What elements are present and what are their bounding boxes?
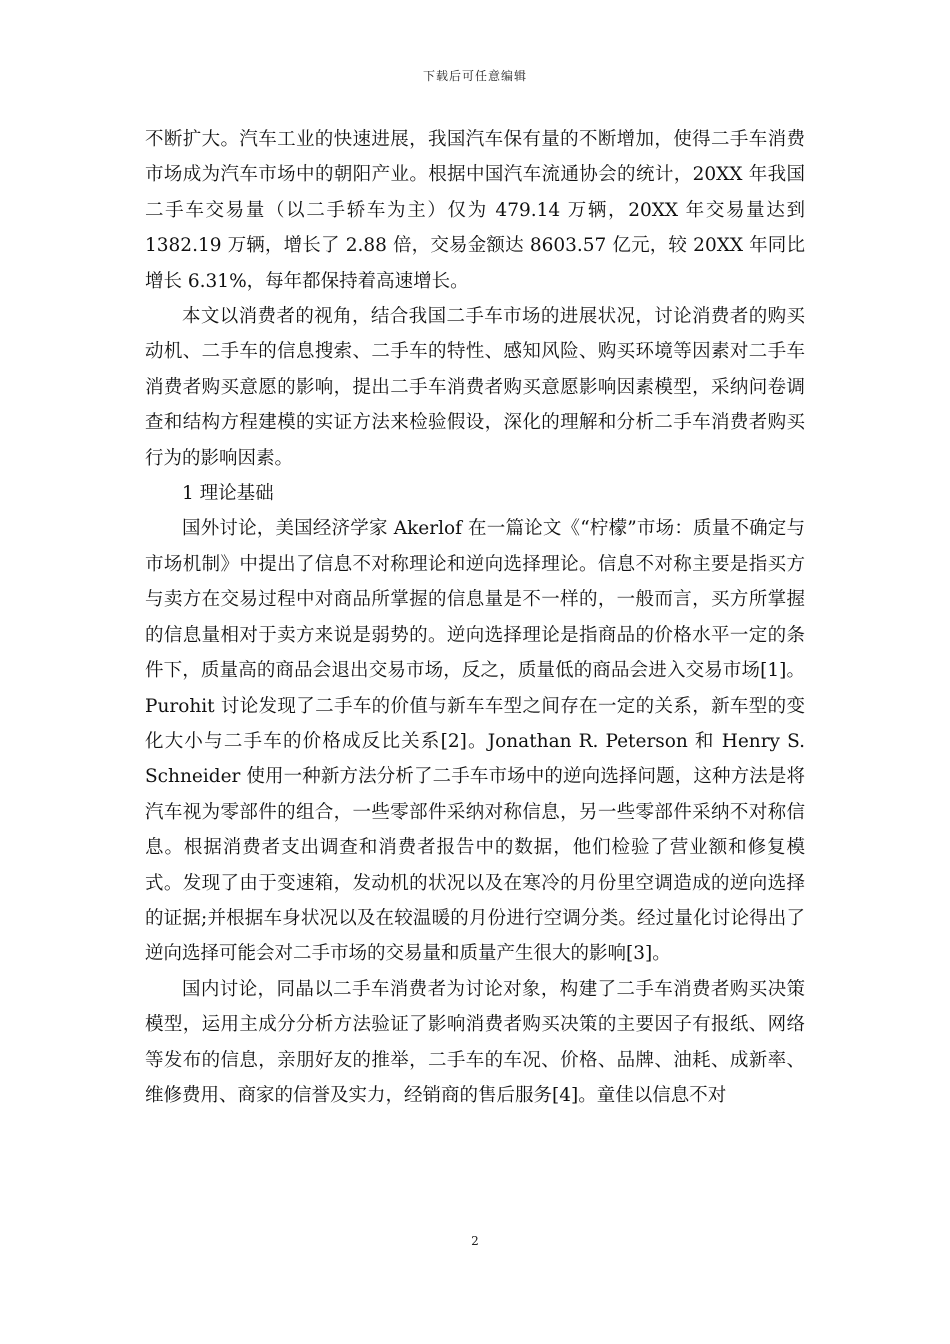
paragraph-study-purpose: 本文以消费者的视角，结合我国二手车市场的进展状况，讨论消费者的购买动机、二手车的信息搜索、二手车的特性、感知风险、购买环境等因素对二手车消费者购买意愿的影响，提出二手车消费者购买意愿影响因素模型，采纳问卷调查和结构方程建模的实证方法来检验假设，深化的理解和分析二手车消费者购买行为的影响因素。 <box>145 306 805 469</box>
paragraph-domestic-research: 国内讨论，同晶以二手车消费者为讨论对象，构建了二手车消费者购买决策模型，运用主成分分析方法验证了影响消费者购买决策的主要因子有报纸、网络等发布的信息，亲朋好友的推举，二手车的车况、价格、品牌、油耗、成新率、维修费用、商家的信誉及实力，经销商的售后服务[4]。童佳以信息不对 <box>145 978 805 1106</box>
paragraph-market-growth: 不断扩大。汽车工业的快速进展，我国汽车保有量的不断增加，使得二手车消费市场成为汽车市场中的朝阳产业。根据中国汽车流通协会的统计，20XX 年我国二手车交易量（以二手轿车为主）仅为 479.14 万辆，20XX 年交易量达到 1382.19 万辆，增长了 2.88 倍，交易金额达 8603.57 亿元，较 20XX 年同比增长 6.31%，每年都保持着高速增长。 <box>145 129 805 292</box>
section-heading-theory: 1 理论基础 <box>182 483 274 505</box>
page-header: 下载后可任意编辑 <box>422 69 527 83</box>
body-text <box>145 122 805 1113</box>
paragraph-foreign-research: 国外讨论，美国经济学家 Akerlof 在一篇论文《“柠檬”市场：质量不确定与市场机制》中提出了信息不对称理论和逆向选择理论。信息不对称主要是指买方与卖方在交易过程中对商品所掌握的信息量是不一样的，一般而言，买方所掌握的信息量相对于卖方来说是弱势的。逆向选择理论是指商品的价格水平一定的条件下，质量高的商品会退出交易市场，反之，质量低的商品会进入交易市场[1]。Purohit 讨论发现了二手车的价值与新车车型之间存在一定的关系，新车型的变化大小与二手车的价格成反比关系[2]。Jonathan R. Peterson 和 Henry S. Schneider 使用一种新方法分析了二手车市场中的逆向选择问题，这种方法是将汽车视为零部件的组合，一些零部件采纳对称信息，另一些零部件采纳不对称信息。根据消费者支出调查和消费者报告中的数据，他们检验了营业额和修复模式。发现了由于变速箱，发动机的状况以及在寒冷的月份里空调造成的逆向选择的证据;并根据车身状况以及在较温暖的月份进行空调分类。经过量化讨论得出了逆向选择可能会对二手市场的交易量和质量产生很大的影响[3]。 <box>145 518 805 965</box>
page-number: 2 <box>471 1234 479 1248</box>
